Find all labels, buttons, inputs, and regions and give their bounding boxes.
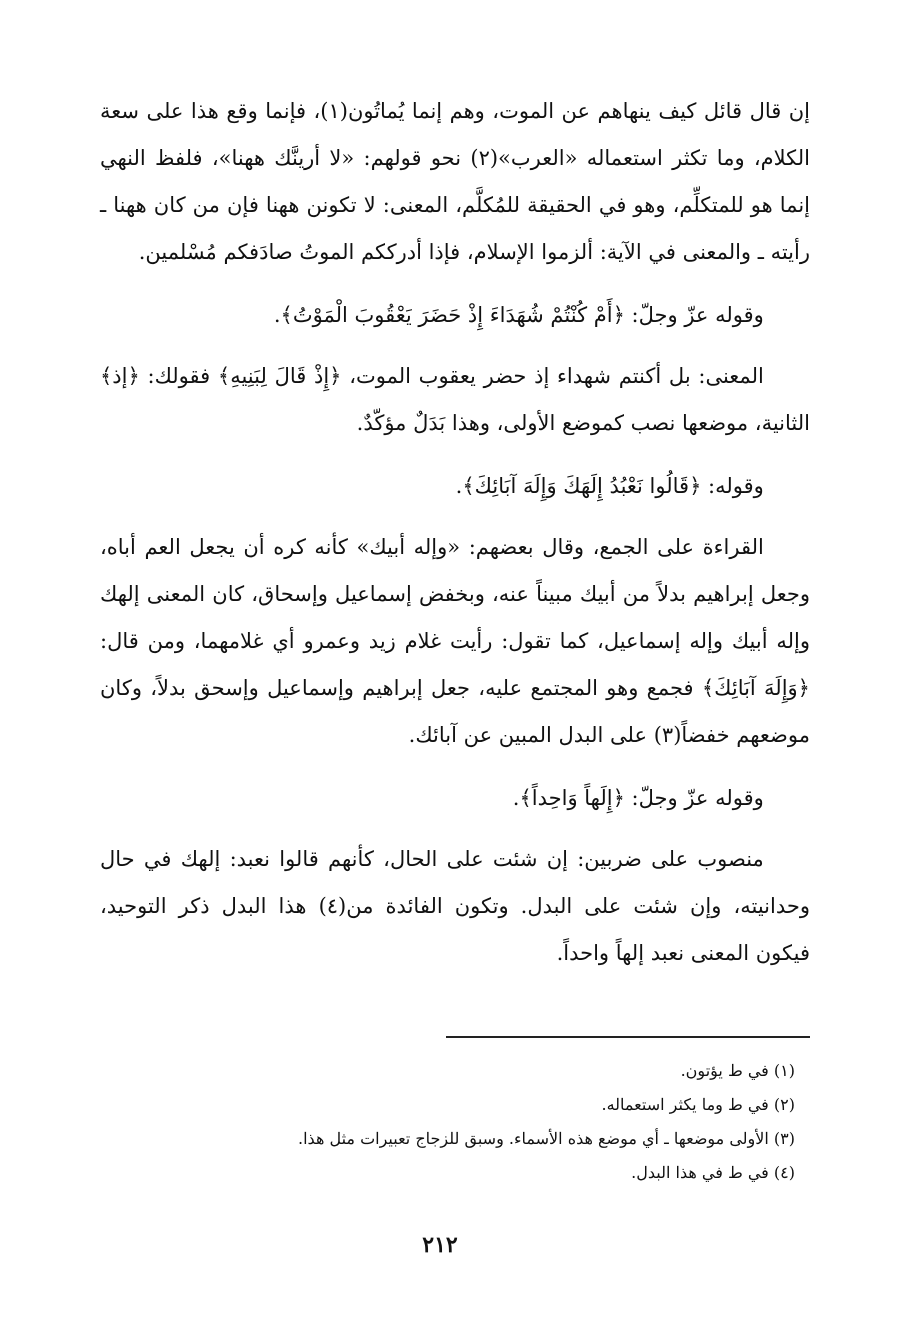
paragraph-3: القراءة على الجمع، وقال بعضهم: «وإله أبيك» كأنه كره أن يجعل العم أباه، وجعل إبراهيم بدلاً من أبيك مبيناً عنه، وبخفض إسماعيل وإسحاق، كان المعنى إلهك وإله أبيك وإله إسماعيل، كما تقول: رأيت غلام زيد وعمرو أي غلامهما، ومن قال: ﴿وَإِلَهَ آبَائِكَ﴾ فجمع وهو المجتمع عليه، جعل إبراهيم وإسماعيل وإسحق بدلاً، وكان موضعهم خفضاً(٣) على البدل المبين عن آبائك. [100,535,810,747]
footnote-3: (٣) الأولى موضعها ـ أي موضع هذه الأسماء. وسبق للزجاج تعبيرات مثل هذا. [298,1129,795,1148]
footnote-4: (٤) في ط في هذا البدل. [631,1163,795,1182]
verse-heading-3: وقوله عزّ وجلّ: ﴿إِلَهاً وَاحِداً﴾. [512,786,764,810]
footnotes [240,1054,795,1190]
paragraph-4: منصوب على ضربين: إن شئت على الحال، كأنهم قالوا نعبد: إلهك في حال وحدانيته، وإن شئت على البدل. وتكون الفائدة من(٤) هذا البدل ذكر التوحيد، فيكون المعنى نعبد إلهاً واحداً. [100,847,810,965]
paragraph-2: المعنى: بل أكنتم شهداء إذ حضر يعقوب الموت، ﴿إِذْ قَالَ لِبَنِيهِ﴾ فقولك: ﴿إذ﴾ الثانية، موضعها نصب كموضع الأولى، وهذا بَدَلٌ مؤكّدٌ. [100,364,810,435]
footnote-2: (٢) في ط وما يكثر استعماله. [601,1095,795,1114]
page-number: ٢١٢ [422,1232,458,1258]
verse-heading-1: وقوله عزّ وجلّ: ﴿أَمْ كُنْتُمْ شُهَدَاءَ إِذْ حَضَرَ يَعْقُوبَ الْمَوْتُ﴾. [273,303,764,327]
verse-heading-2: وقوله: ﴿قَالُوا نَعْبُدُ إِلَهَكَ وَإِلَهَ آبَائِكَ﴾. [455,474,764,498]
footnote-divider [446,1036,810,1038]
main-text [100,88,810,977]
footnote-1: (١) في ط يؤتون. [680,1061,795,1080]
paragraph-1: إن قال قائل كيف ينهاهم عن الموت، وهم إنما يُماتُون(١)، فإنما وقع هذا على سعة الكلام، وما تكثر استعماله «العرب»(٢) نحو قولهم: «لا أرينَّك ههنا»، فلفظ النهي إنما هو للمتكلِّم، وهو في الحقيقة للمُكلَّم، المعنى: لا تكونن ههنا فإن من كان ههنا ـ رأيته ـ والمعنى في الآية: ألزموا الإسلام، فإذا أدرككم الموتُ صادَفكم مُسْلمين. [100,99,811,264]
